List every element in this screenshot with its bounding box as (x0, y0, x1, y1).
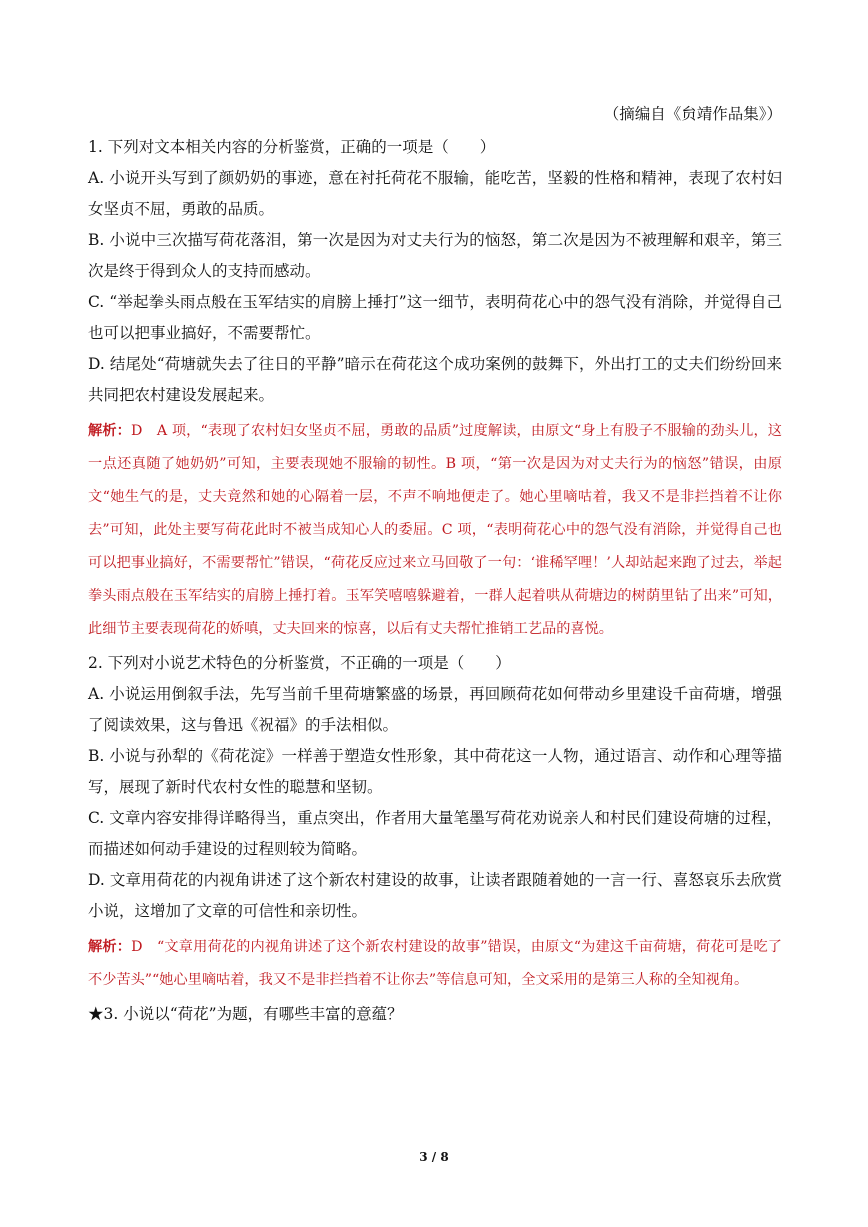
question-2-stem: 2. 下列对小说艺术特色的分析鉴赏，不正确的一项是（ ） (88, 654, 511, 672)
question-2-option-d: D. 文章用荷花的内视角讲述了这个新农村建设的故事，让读者跟随着她的一言一行、喜怒哀乐去欣赏小说，这增加了文章的可信性和亲切性。 (88, 871, 782, 920)
question-2-option-b: B. 小说与孙犁的《荷花淀》一样善于塑造女性形象，其中荷花这一人物，通过语言、动作和心理等描写，展现了新时代农村女性的聪慧和坚韧。 (88, 747, 782, 796)
page-number: 3 / 8 (419, 1150, 449, 1164)
question-1-option-c: C. “举起拳头雨点般在玉军结实的肩膀上捶打”这一细节，表明荷花心中的怨气没有消除，并觉得自己也可以把事业搞好，不需要帮忙。 (88, 293, 782, 342)
question-2-option-a: A. 小说运用倒叙手法，先写当前千里荷塘繁盛的场景，再回顾荷花如何带动乡里建设千亩荷塘，增强了阅读效果，这与鲁迅《祝福》的手法相似。 (88, 685, 782, 734)
question-1-option-b: B. 小说中三次描写荷花落泪，第一次是因为对丈夫行为的恼怒，第二次是因为不被理解和艰辛，第三次是终于得到众人的支持而感动。 (88, 231, 782, 280)
analysis-text: D A 项，“表现了农村妇女坚贞不屈，勇敢的品质”过度解读，由原文“身上有股子不服输的劲头儿，这一点还真随了她奶奶”可知，主要表现她不服输的韧性。B 项，“第一次是因为对丈夫行为的恼怒”错误，由原文“她生气的是，丈夫竟然和她的心隔着一层，不声不响地便走了。她心里嘀咕着，我又不是非拦挡着不让你去”可知，此处主要写荷花此时不被当成知心人的委屈。C 项，“表明荷花心中的怨气没有消除，并觉得自己也可以把事业搞好，不需要帮忙”错误，“荷花反应过来立马回敬了一句：‘谁稀罕哩！’人却站起来跑了过去，举起拳头雨点般在玉军结实的肩膀上捶打着。玉军笑嘻嘻躲避着，一群人起着哄从荷塘边的树荫里钻了出来”可知，此细节主要表现荷花的娇嗔，丈夫回来的惊喜，以后有丈夫帮忙推销工艺品的喜悦。 (88, 423, 782, 637)
question-2-analysis (88, 931, 782, 997)
analysis-label: 解析： (88, 939, 132, 955)
question-1-option-a: A. 小说开头写到了颜奶奶的事迹，意在衬托荷花不服输，能吃苦，坚毅的性格和精神，表现了农村妇女坚贞不屈，勇敢的品质。 (88, 169, 782, 218)
question-2-option-c: C. 文章内容安排得详略得当，重点突出，作者用大量笔墨写荷花劝说亲人和村民们建设荷塘的过程，而描述如何动手建设的过程则较为简略。 (88, 809, 782, 858)
question-1-stem: 1. 下列对文本相关内容的分析鉴赏，正确的一项是（ ） (88, 138, 496, 156)
question-1-option-d: D. 结尾处“荷塘就失去了往日的平静”暗示在荷花这个成功案例的鼓舞下，外出打工的丈夫们纷纷回来共同把农村建设发展起来。 (88, 355, 782, 404)
document-content (88, 100, 782, 1030)
question-3-stem: ★3. 小说以“荷花”为题，有哪些丰富的意蕴？ (88, 1005, 403, 1023)
analysis-text: D “文章用荷花的内视角讲述了这个新农村建设的故事”错误，由原文“为建这千亩荷塘，荷花可是吃了不少苦头”“她心里嘀咕着，我又不是非拦挡着不让你去”等信息可知，全文采用的是第三人称的全知视角。 (88, 939, 782, 988)
source-attribution: （摘编自《贠靖作品集》） (603, 105, 782, 123)
question-1-analysis (88, 415, 782, 646)
analysis-label: 解析： (88, 423, 132, 439)
